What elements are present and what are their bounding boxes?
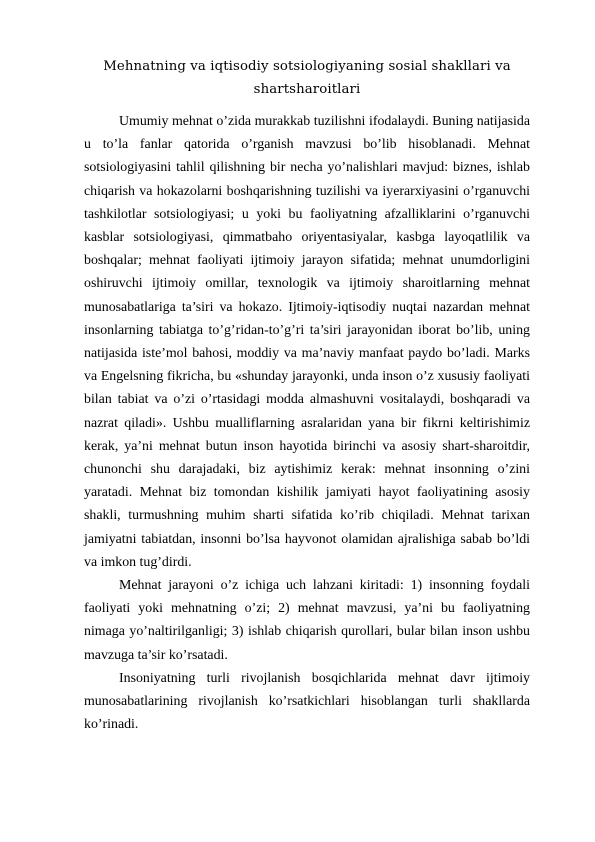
title-line-2: shartsharoitlari — [253, 82, 361, 97]
paragraph-1: Umumiy mehnat o’zida murakkab tuzilishni ifodalaydi. Buning natijasida u to’la fanlar qatorida o’rganish mavzusi bo’lib hisoblanadi. Mehnat sotsiologiyasini tahlil qilishning bir necha yo’nalishlari mavjud: biznes, ishlab chiqarish va hokazolarni boshqarishning tuzilishi va iyerarxiyasini o’rganuvchi tashkilotlar sotsiologiyasi; u yoki bu faoliyatning afzalliklarini o’rganuvchi kasblar sotsiologiyasi, qimmatbaho oriyentasiyalar, kasbga layoqatlilik va boshqalar; mehnat faoliyati ijtimoiy jarayon sifatida; mehnat unumdorligini oshiruvchi ijtimoiy omillar, texnologik va ijtimoiy sharoitlarning mehnat munosabatlariga ta’siri va hokazo. Ijtimoiy-iqtisodiy nuqtai nazardan mehnat insonlarning tabiatga to’g’ridan-to’g’ri ta’siri jarayonidan iborat bo’lib, uning natijasida iste’mol bahosi, moddiy va ma’naviy manfaat paydo bo’ladi. Marks va Engelsning fikricha, bu «shunday jarayonki, unda inson o’z xususiy faoliyati bilan tabiat va o’zi o’rtasidagi modda almashuvni vositalaydi, boshqaradi va nazrat qiladi». Ushbu mualliflarning asralaridan yana bir fikrni keltirishimiz kerak, ya’ni mehnat butun inson hayotida birinchi va asosiy shart-sharoitdir, chunonchi shu darajadaki, biz aytishimiz kerak: mehnat insonning o’zini yaratadi. Mehnat biz tomondan kishilik jamiyati hayot faoliyatining asosiy shakli, turmushning muhim sharti sifatida ko’rib chiqiladi. Mehnat tarixan jamiyatni tabiatdan, insonni bo’lsa hayvonot olamidan ajralishiga sabab bo’ldi va imkon tug’dirdi. — [84, 114, 530, 570]
paragraph-3: Insoniyatning turli rivojlanish bosqichlarida mehnat davr ijtimoiy munosabatlarining rivojlanish ko’rsatkichlari hisoblangan turli shakllarda ko’rinadi. — [84, 670, 530, 733]
document-title — [84, 55, 530, 101]
paragraph-2: Mehnat jarayoni o’z ichiga uch lahzani kiritadi: 1) insonning foydali faoliyati yoki mehnatning o’zi; 2) mehnat mavzusi, ya’ni bu faoliyatning nimaga yo’naltirilganligi; 3) ishlab chiqarish qurollari, bular bilan inson ushbu mavzuga ta’sir ko’rsatadi. — [84, 578, 530, 663]
document-body — [84, 110, 530, 736]
title-line-1: Mehnatning va iqtisodiy sotsiologiyaning sosial shakllari va — [103, 59, 511, 74]
